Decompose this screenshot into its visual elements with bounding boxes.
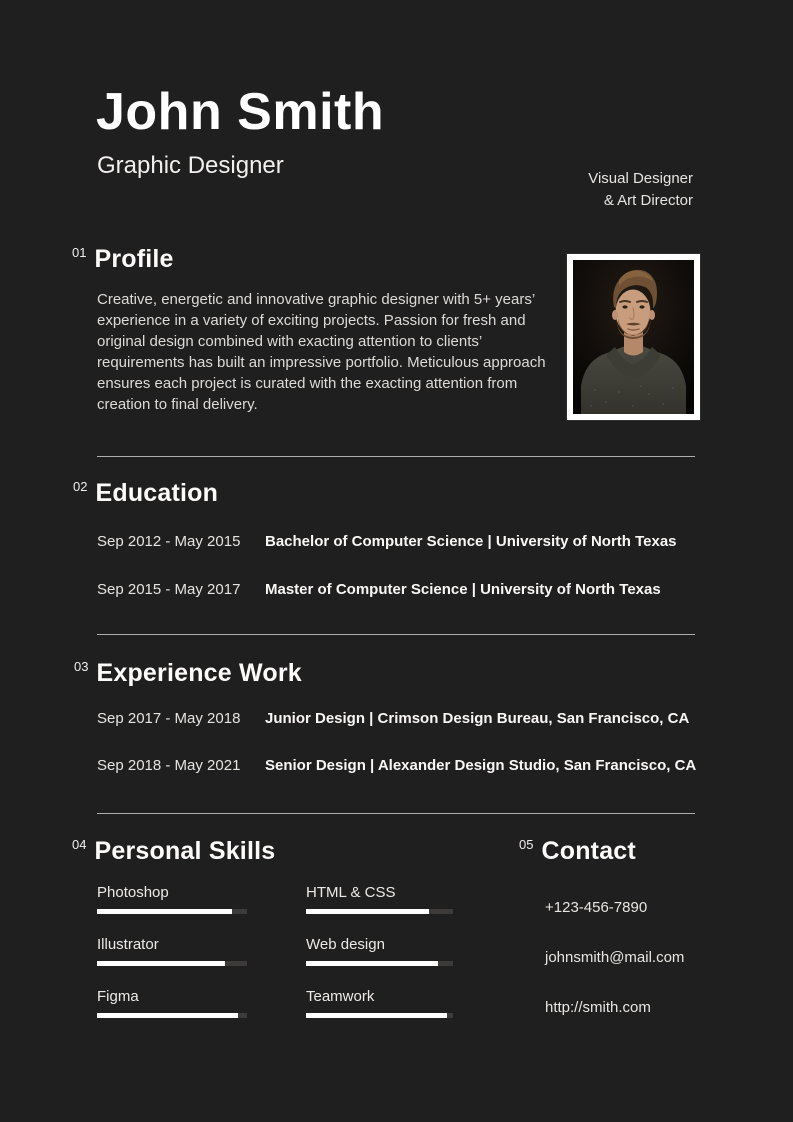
- job-title: Graphic Designer: [97, 152, 284, 179]
- tagline-line-2: & Art Director: [603, 192, 693, 209]
- skill-label: HTML & CSS: [306, 884, 396, 901]
- contact-section-heading: [519, 836, 636, 866]
- skill-bar: [97, 909, 247, 914]
- skill-item: [306, 936, 453, 966]
- skill-bar: [97, 961, 247, 966]
- education-detail: Bachelor of Computer Science | University of North Texas: [265, 533, 677, 550]
- section-title: Profile: [94, 245, 174, 273]
- tagline-line-1: Visual Designer: [588, 170, 693, 187]
- skill-label: Figma: [97, 988, 139, 1005]
- profile-photo-frame: [567, 254, 700, 420]
- skill-label: Web design: [306, 936, 385, 953]
- experience-date: Sep 2018 - May 2021: [97, 757, 241, 774]
- skill-bar-fill: [97, 909, 232, 914]
- skill-label: Illustrator: [97, 936, 159, 953]
- divider: [97, 634, 695, 635]
- education-row: [97, 581, 661, 598]
- experience-row: [97, 710, 689, 727]
- divider: [97, 456, 695, 457]
- section-title: Education: [95, 479, 219, 507]
- education-date: Sep 2012 - May 2015: [97, 533, 241, 550]
- experience-detail: Senior Design | Alexander Design Studio, San Francisco, CA: [265, 757, 697, 774]
- skill-bar: [306, 909, 453, 914]
- profile-section-heading: [72, 244, 174, 274]
- section-number: 04: [72, 837, 87, 852]
- profile-photo: [573, 260, 694, 414]
- education-date: Sep 2015 - May 2017: [97, 581, 241, 598]
- skills-section-heading: [72, 836, 275, 866]
- section-title: Experience Work: [96, 659, 302, 687]
- skill-bar-fill: [306, 909, 429, 914]
- experience-date: Sep 2017 - May 2018: [97, 710, 241, 727]
- section-title: Personal Skills: [94, 837, 276, 865]
- tagline: [588, 168, 693, 212]
- skill-item: [306, 884, 453, 914]
- section-number: 05: [519, 837, 534, 852]
- contact-email: johnsmith@mail.com: [545, 949, 685, 966]
- section-number: 03: [74, 659, 89, 674]
- skill-bar: [306, 961, 453, 966]
- skill-item: [306, 988, 453, 1018]
- education-row: [97, 533, 677, 550]
- contact-phone: +123-456-7890: [545, 899, 648, 916]
- skill-bar-fill: [306, 1013, 447, 1018]
- skill-bar-fill: [306, 961, 438, 966]
- skill-bar: [97, 1013, 247, 1018]
- skill-label: Teamwork: [306, 988, 375, 1005]
- contact-website: http://smith.com: [545, 999, 651, 1016]
- skill-bar-fill: [97, 1013, 238, 1018]
- education-detail: Master of Computer Science | University of North Texas: [265, 581, 661, 598]
- skill-item: [97, 884, 247, 914]
- skill-item: [97, 988, 247, 1018]
- profile-summary-text: Creative, energetic and innovative graphic designer with 5+ years’ experience in a variety of exciting projects. Passion for fresh and original design combined with exacting attention to clients’ requirements has built an impressive portfolio. Meticulous approach ensures each project is curated with the exacting attention from creation to final delivery.: [97, 291, 546, 413]
- skill-label: Photoshop: [97, 884, 169, 901]
- education-section-heading: [73, 478, 218, 508]
- skill-bar-fill: [97, 961, 225, 966]
- section-title: Contact: [541, 837, 636, 865]
- experience-detail: Junior Design | Crimson Design Bureau, San Francisco, CA: [265, 710, 690, 727]
- section-number: 01: [72, 245, 87, 260]
- experience-section-heading: [74, 658, 302, 688]
- skill-bar: [306, 1013, 453, 1018]
- experience-row: [97, 757, 696, 774]
- skill-item: [97, 936, 247, 966]
- skills-column-left: [97, 884, 247, 1018]
- contact-list: [545, 899, 684, 1016]
- skills-column-right: [306, 884, 453, 1018]
- divider: [97, 813, 695, 814]
- person-name: John Smith: [96, 83, 385, 141]
- section-number: 02: [73, 479, 88, 494]
